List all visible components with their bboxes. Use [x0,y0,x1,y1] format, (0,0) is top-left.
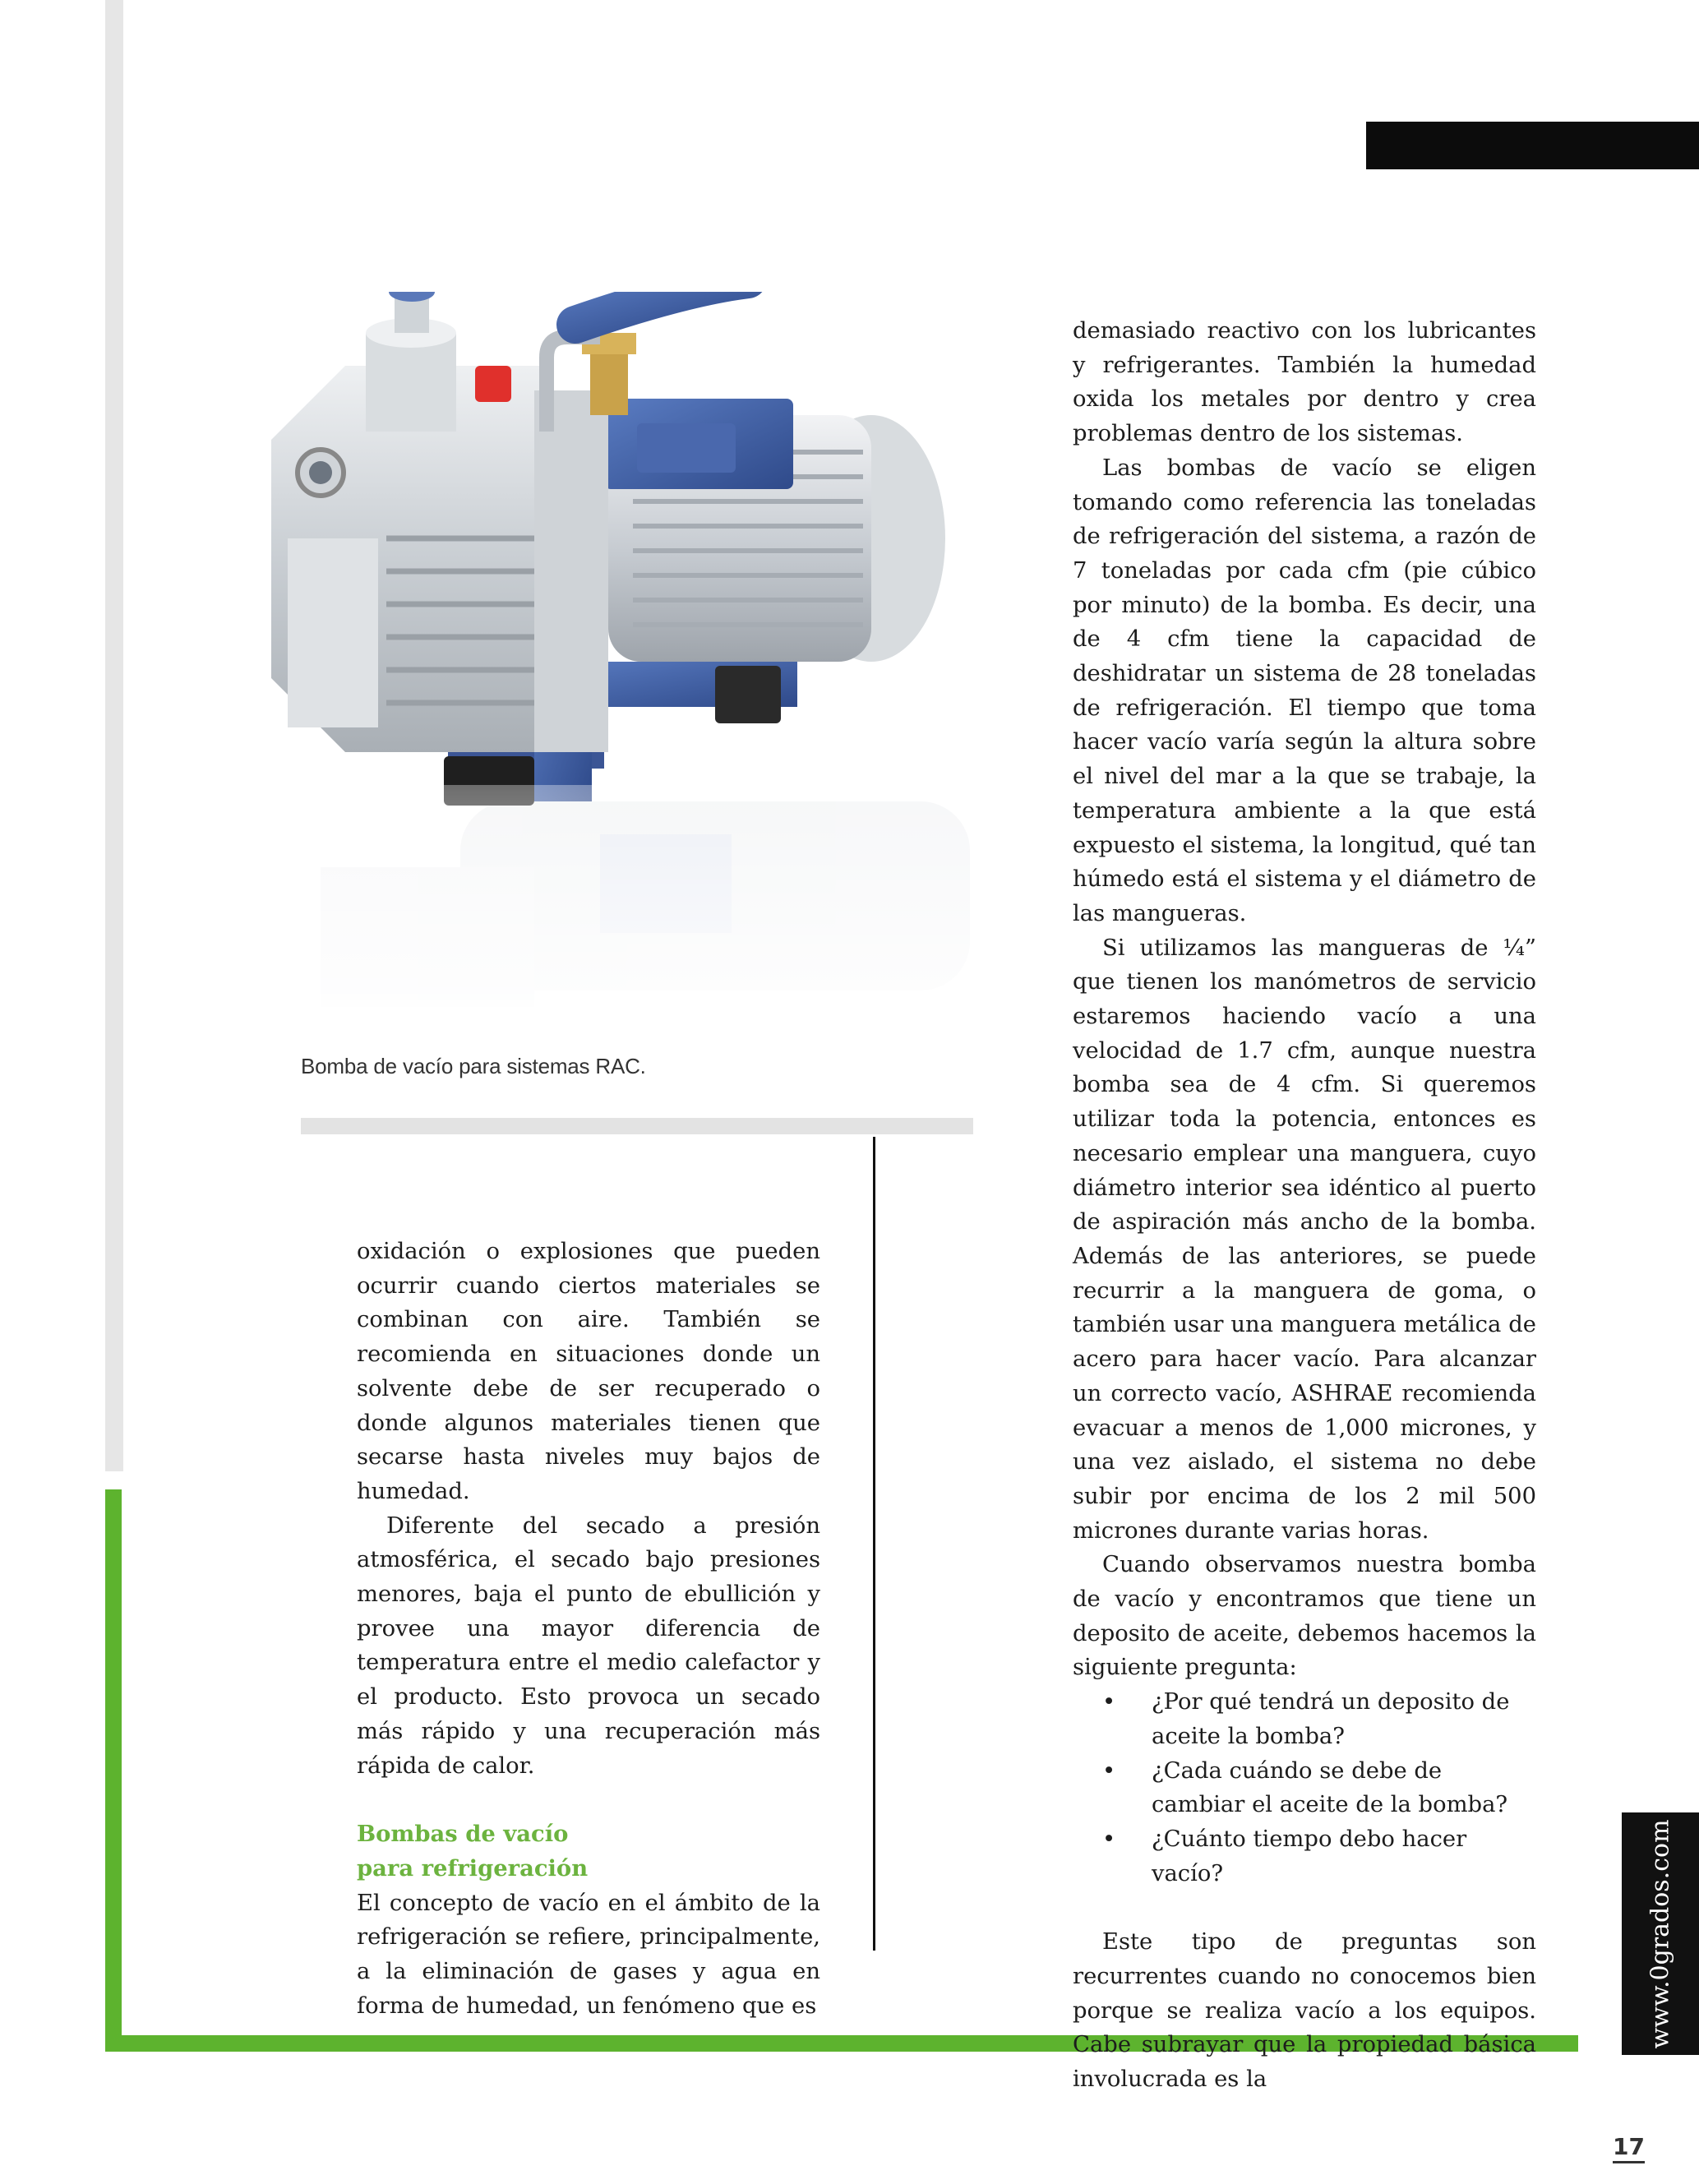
list-item-text: ¿Cada cuándo se debe de cambiar el aceite de la bomba? [1152,1757,1508,1818]
left-paragraph-1: oxidación o explosiones que pueden ocurrir cuando ciertos materiales se combinan con aire. También se recomienda en situaciones donde un solvente debe de ser recuperado o donde algunos materiales tienen que secarse hasta niveles muy bajos de humedad. [357,1239,820,1504]
section-heading-line-2: para refrigeración [357,1854,589,1882]
list-item [1073,1822,1536,1891]
pump-motor [604,399,945,662]
page-number: 17 [1613,2133,1645,2163]
list-item [1073,1685,1536,1753]
website-side-label[interactable] [1622,1812,1699,2055]
left-green-accent-bar [105,1489,122,2048]
bullet-icon: • [1102,1757,1116,1784]
caption-divider [301,1118,973,1134]
left-text-column [357,1235,820,2023]
right-text-column [1073,314,1536,2097]
photo-caption: Bomba de vacío para sistemas RAC. [301,1054,646,1078]
top-black-tab [1366,122,1699,169]
paragraph-spacer [1073,1891,1536,1925]
section-heading [357,1817,820,1886]
left-gray-margin-bar [105,0,123,1471]
question-list [1073,1685,1536,1891]
right-paragraph-1: demasiado reactivo con los lubricantes y refrigerantes. También la humedad oxida los metales por dentro y crea problemas dentro de los sistemas. [1073,318,1536,447]
red-gas-ballast-valve [475,366,511,402]
left-paragraph-2: Diferente del secado a presión atmosférica, el secado bajo presiones menores, baja el punto de ebullición y provee una mayor diferencia de temperatura entre el medio calefactor y el producto. Esto provoca un secado más rápido y una recuperación más rápida de calor. [357,1512,820,1779]
right-paragraph-2: Las bombas de vacío se eligen tomando como referencia las toneladas de refrigeración del sistema, a razón de 7 toneladas por cada cfm (pie cúbico por minuto) de la bomba. Es decir, una de 4 cfm tiene la capacidad de deshidratar un sistema de 28 toneladas de refrigeración. El tiempo que toma hacer vacío varía según la altura sobre el nivel del mar a la que se trabaje, la temperatura ambiente a la que está expuesto el sistema, la longitud, qué tan húmedo está el sistema y el diámetro de las mangueras. [1073,455,1536,926]
right-paragraph-3: Si utilizamos las mangueras de ¼” que tienen los manómetros de servicio estaremos haciendo vacío a una velocidad de 1.7 cfm, aunque nuestra bomba sea de 4 cfm. Si queremos utilizar toda la potencia, entonces es necesario emplear una manguera, cuyo diámetro interior sea idéntico al puerto de aspiración más ancho de la bomba. Además de las anteriores, se puede recurrir a la manguera de goma, o también usar una manguera metálica de acero para hacer vacío. Para alcanzar un correcto vacío, ASHRAE recomienda evacuar a menos de 1,000 micrones, y una vez aislado, el sistema no debe subir por encima de los 2 mil 500 micrones durante varias horas. [1073,935,1536,1544]
right-paragraph-4: Cuando observamos nuestra bomba de vacío y encontramos que tiene un deposito de aceite, debemos hacemos la siguiente pregunta: [1073,1552,1536,1681]
bullet-icon: • [1102,1826,1116,1852]
list-item [1073,1754,1536,1822]
column-divider [873,1137,875,1951]
left-paragraph-3: El concepto de vacío en el ámbito de la refrigeración se refiere, principalmente, a la eliminación de gases y agua en forma de humedad, un fenómeno que es [357,1890,820,2019]
vacuum-pump-photo [222,292,1027,1056]
list-item-text: ¿Cuánto tiempo debo hacer vacío? [1152,1826,1467,1886]
exhaust-cap [366,292,456,432]
section-heading-line-1: Bombas de vacío [357,1821,569,1848]
website-url[interactable]: www.0grados.com [1646,1818,1675,2049]
right-paragraph-5: Este tipo de preguntas son recurrentes cuando no conocemos bien porque se realiza vacío a los equipos. Cabe subrayar que la propiedad básica involucrada es la [1073,1929,1536,2093]
list-item-text: ¿Por qué tendrá un deposito de aceite la bomba? [1152,1689,1510,1749]
bullet-icon: • [1102,1689,1116,1715]
